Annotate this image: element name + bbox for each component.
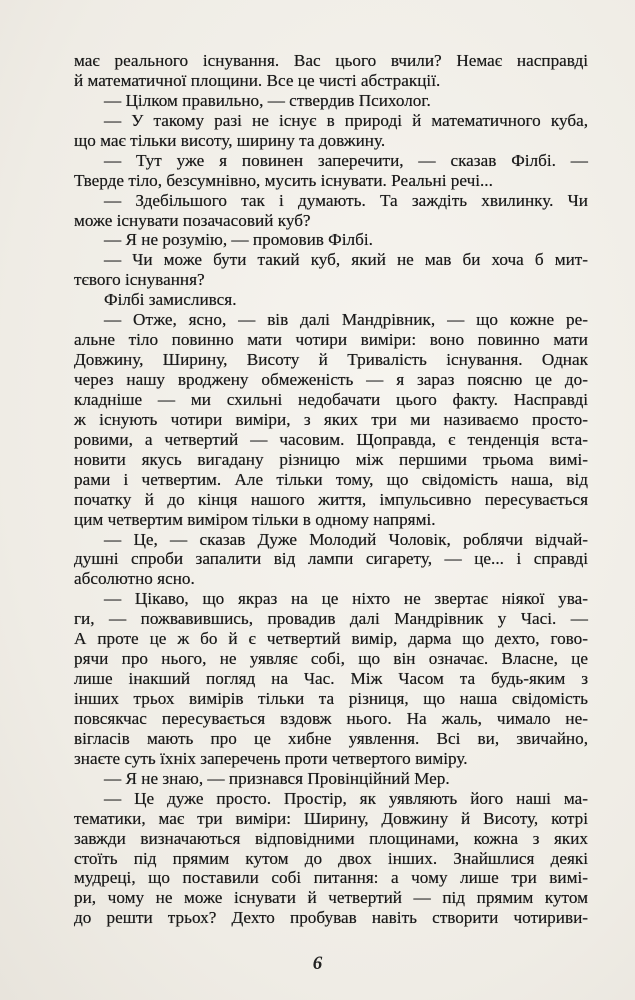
text-line: повсякчас пересувається вздовж нього. На жаль, чимало не- [74,708,588,728]
text-line: що має тільки висоту, ширину та довжину. [74,130,386,150]
page-body-text [74,51,588,928]
text-line: лише інакший погляд на Час. Між Часом та будь-яким з [74,669,588,689]
text-line: рами і четвертим. Але тільки тому, що свідомість наша, від [74,469,588,489]
text-line: Тверде тіло, безсумнівно, мусить існувати. Реальні речі... [74,170,493,190]
text-line: — Цілком правильно, — ствердив Психолог. [104,90,431,110]
text-line: ги, — пожвавившись, провадив далі Мандрівник у Часі. — [74,609,588,629]
text-line: А проте це ж бо й є четвертий вимір, дарма що дехто, гово- [74,629,588,649]
text-line: — Цікаво, що якраз на це ніхто не звертає ніякої ува- [104,589,588,609]
text-line: до решти трьох? Дехто пробував навіть створити чотириви- [74,908,588,928]
text-line: — У такому разі не існує в природі й математичного куба, [104,110,588,130]
text-line: — Тут уже я повинен заперечити, — сказав Філбі. — [104,150,588,170]
text-line: тєвого існування? [74,270,205,290]
page-number: 6 [312,953,323,974]
text-line: — Це, — сказав Дуже Молодий Чоловік, роблячи відчай- [104,529,588,549]
text-line: й математичної площини. Все це чисті абстракції. [74,70,441,90]
text-line: ри, чому не може існувати й четвертий — під прямим кутом [74,888,588,908]
text-line: Філбі замислився. [104,290,237,310]
text-line: абсолютно ясно. [74,569,195,589]
text-line: вігласів мають про це хибне уявлення. Всі ви, звичайно, [74,728,588,748]
text-line: знаєте суть їхніх заперечень проти четвертого виміру. [74,748,468,768]
text-line: цим четвертим виміром тільки в одному напрямі. [74,509,436,529]
text-line: мудреці, що поставили собі питання: а чому лише три вимі- [74,868,588,888]
text-line: завжди визначаються відповідними площинами, кожна з яких [74,828,588,848]
text-line: інших трьох вимірів тільки та різниця, що наша свідомість [74,689,588,708]
text-line: Довжину, Ширину, Висоту й Тривалість існування. Однак [74,350,588,370]
text-line: стоїть під прямим кутом до двох інших. Знайшлися деякі [74,848,588,868]
text-line: — Я не розумію, — промовив Філбі. [104,230,373,250]
text-line: — Я не знаю, — признався Провінційний Мер. [104,768,450,788]
text-line: — Отже, ясно, — вів далі Мандрівник, — що кожне ре- [104,310,588,330]
text-line: — Здебільшого так і думають. Та заждіть хвилинку. Чи [104,190,588,210]
text-line: через нашу вроджену обмеженість — я зараз поясню це до- [74,370,588,389]
text-line: початку й до кінця нашого життя, імпульсивно пересувається [74,489,588,509]
text-line: альне тіло повинно мати чотири виміри: воно повинно мати [74,330,588,350]
text-line: душні спроби запалити від лампи сигарету, — це... і справді [74,549,588,569]
text-line: ж існують чотири виміри, з яких три ми називаємо просто- [74,409,588,429]
text-line: тематики, має три виміри: Ширину, Довжину й Висоту, котрі [74,808,588,828]
text-line: новити якусь вигадану різницю між першими трьома вимі- [74,449,588,469]
text-line: може існувати позачасовий куб? [74,210,311,230]
text-line: рячи про нього, не уявляє собі, що він означає. Власне, це [74,649,588,669]
text-line: ровими, а четвертий — часовим. Щоправда, є тенденція вста- [74,429,588,449]
text-line: — Це дуже просто. Простір, як уявляють його наші ма- [104,788,588,808]
text-line: кладніше — ми схильні недобачати цього факту. Насправді [74,389,588,409]
text-line: — Чи може бути такий куб, який не мав би хоча б мит- [104,250,588,270]
text-line: має реального існування. Вас цього вчили? Немає насправді [74,51,588,70]
